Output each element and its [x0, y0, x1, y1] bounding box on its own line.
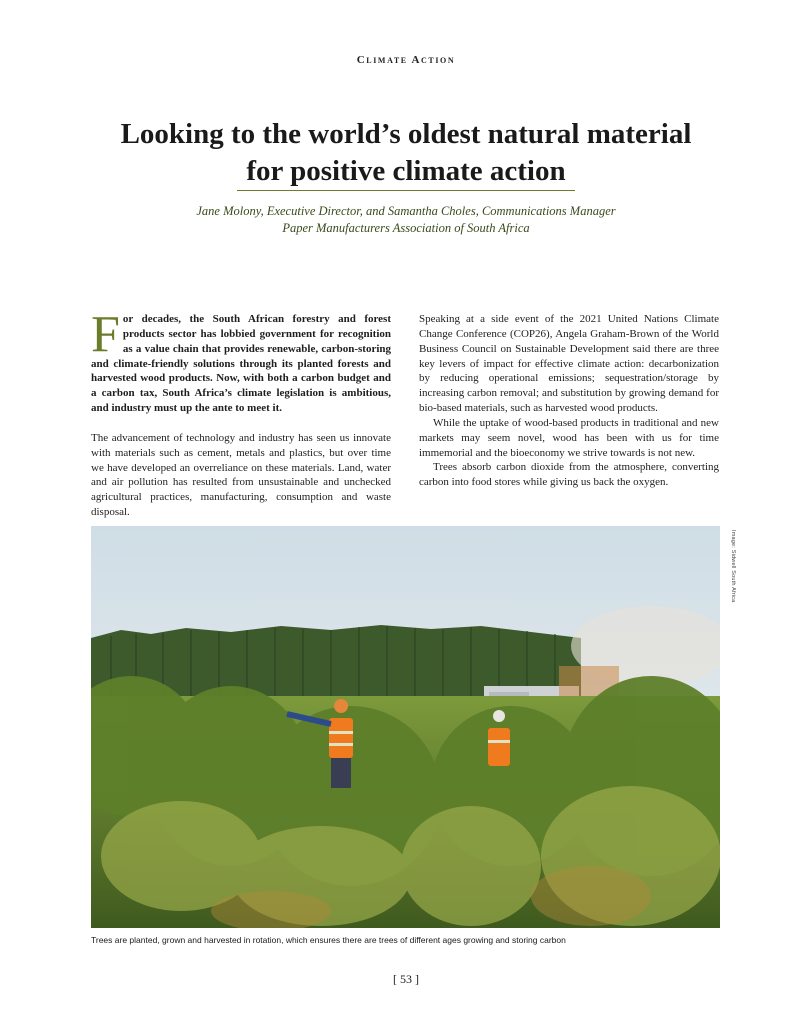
lead-text: or decades, the South African forestry and forest products sector has lobbied government for recognition as a value chain that provides renewable, carbon-storing and climate-friendly solutions through its planted forests and harvested wood products. Now, with both a carbon budget and a carbon tax, South Africa’s climate legislation is ambitious, and industry must up the ante to meet it.	[91, 313, 391, 415]
body-paragraph: Trees absorb carbon dioxide from the atmosphere, converting carbon into food stores while giving us back the oxygen.	[419, 461, 719, 489]
title-line-2: for positive climate action	[246, 155, 566, 187]
forestry-photo-illustration	[91, 526, 720, 928]
body-paragraph: The advancement of technology and industry has seen us innovate with materials such as cement, metals and plastics, but over time we have developed an overreliance on these materials. Land, water and air pollution has resulted from unsustainable and unchecked agricultural practices, manufacturing, consumption and waste disposal.	[91, 431, 391, 519]
byline-organisation: Paper Manufacturers Association of South Africa	[282, 221, 530, 235]
section-label: Climate Action	[356, 54, 456, 66]
byline	[80, 203, 732, 237]
page-number: [ 53 ]	[393, 972, 419, 986]
forestry-photo	[91, 526, 720, 928]
body-paragraph: Speaking at a side event of the 2021 United Nations Climate Change Conference (COP26), Angela Graham-Brown of the World Business Council on Sustainable Development said there are three key levers of impact for effective climate action: decarbonization by reducing operational emissions; sequestration/storage by increasing carbon removal; and substitution by growing demand for bio-based materials, such as harvested wood products.	[419, 313, 719, 415]
column-left	[91, 306, 391, 520]
byline-authors: Jane Molony, Executive Director, and Samantha Choles, Communications Manager	[196, 204, 616, 218]
column-right	[419, 312, 719, 490]
drop-cap: F	[91, 306, 120, 363]
body-paragraph: While the uptake of wood-based products in traditional and new markets may seem novel, wood has been with us for time immemorial and the bioeconomy we strive towards is not new.	[419, 416, 719, 459]
article-title	[60, 116, 752, 190]
title-underline	[237, 190, 575, 191]
image-credit: Image: Sidwell South Africa	[730, 530, 736, 603]
title-line-1: Looking to the world’s oldest natural material	[120, 118, 692, 150]
lead-paragraph	[91, 306, 391, 416]
photo-caption: Trees are planted, grown and harvested in rotation, which ensures there are trees of different ages growing and storing carbon	[91, 935, 566, 945]
